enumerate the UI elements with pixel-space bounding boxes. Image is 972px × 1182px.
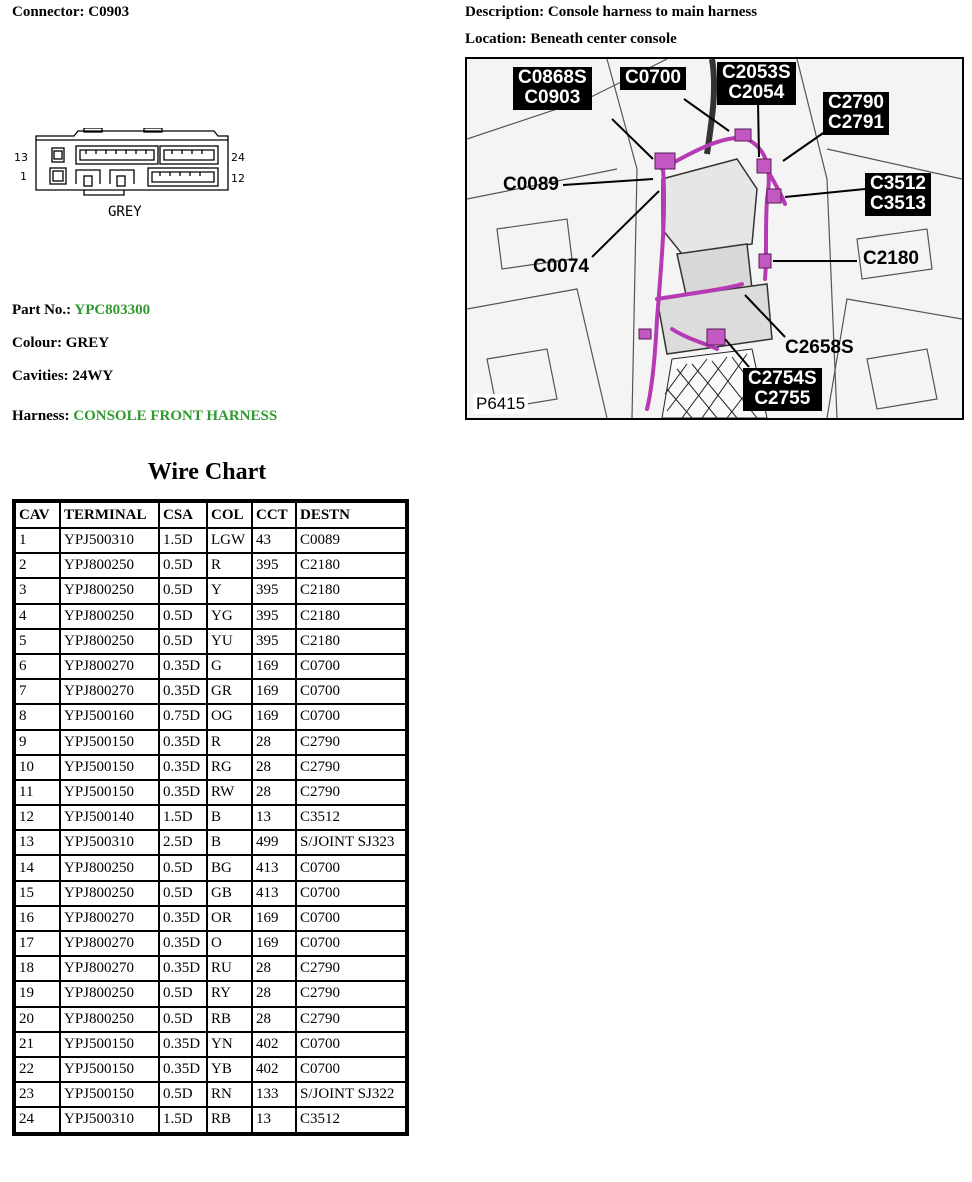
cell-cav: 6 <box>15 654 60 679</box>
cell-col: RW <box>207 780 252 805</box>
table-row <box>15 730 406 755</box>
table-row <box>15 578 406 603</box>
pin-label-24: 24 <box>231 151 245 164</box>
cell-cav: 22 <box>15 1057 60 1082</box>
cell-cav: 18 <box>15 956 60 981</box>
cell-csa: 0.5D <box>159 1082 207 1107</box>
table-row <box>15 956 406 981</box>
cell-csa: 0.5D <box>159 981 207 1006</box>
table-row <box>15 679 406 704</box>
callout-c2790-c2791 <box>823 92 889 135</box>
cell-destn: C3512 <box>296 805 406 830</box>
table-row <box>15 805 406 830</box>
header-terminal: TERMINAL <box>60 502 159 528</box>
cell-cct: 413 <box>252 855 296 880</box>
cell-cav: 24 <box>15 1107 60 1132</box>
cell-csa: 1.5D <box>159 528 207 553</box>
callout-c3513: C3513 <box>870 193 926 214</box>
cell-cav: 3 <box>15 578 60 603</box>
connector-colour-text: GREY <box>108 204 142 220</box>
callout-c2658s: C2658S <box>785 337 854 358</box>
cell-cav: 16 <box>15 906 60 931</box>
cell-csa: 0.5D <box>159 855 207 880</box>
cell-cct: 13 <box>252 1107 296 1132</box>
cell-csa: 0.35D <box>159 730 207 755</box>
callout-c2755: C2755 <box>754 388 811 409</box>
table-row <box>15 855 406 880</box>
wire-chart-body <box>15 528 406 1133</box>
cell-col: LGW <box>207 528 252 553</box>
callout-c2054: C2054 <box>728 82 785 103</box>
colour-line: Colour: GREY <box>12 335 110 351</box>
cell-csa: 0.5D <box>159 881 207 906</box>
cell-col: OG <box>207 704 252 729</box>
cell-col: RB <box>207 1007 252 1032</box>
cell-terminal: YPJ800270 <box>60 654 159 679</box>
cell-cav: 8 <box>15 704 60 729</box>
cell-cav: 5 <box>15 629 60 654</box>
cell-csa: 0.35D <box>159 654 207 679</box>
cell-terminal: YPJ500150 <box>60 1082 159 1107</box>
table-row <box>15 1032 406 1057</box>
cell-cct: 169 <box>252 704 296 729</box>
cell-col: R <box>207 553 252 578</box>
cell-csa: 0.35D <box>159 956 207 981</box>
cell-destn: C2790 <box>296 956 406 981</box>
cell-col: YG <box>207 604 252 629</box>
header-csa: CSA <box>159 502 207 528</box>
cell-terminal: YPJ800250 <box>60 553 159 578</box>
wire-chart-table <box>12 499 409 1136</box>
cell-destn: C2180 <box>296 553 406 578</box>
cell-csa: 0.35D <box>159 780 207 805</box>
cell-cav: 9 <box>15 730 60 755</box>
cell-col: GR <box>207 679 252 704</box>
cell-cav: 21 <box>15 1032 60 1057</box>
cell-destn: C2790 <box>296 981 406 1006</box>
cell-cav: 23 <box>15 1082 60 1107</box>
location-illustration <box>465 57 964 420</box>
cell-csa: 2.5D <box>159 830 207 855</box>
cell-terminal: YPJ500150 <box>60 1057 159 1082</box>
cell-cav: 12 <box>15 805 60 830</box>
connector-face-drawing <box>14 128 254 223</box>
cell-cct: 169 <box>252 931 296 956</box>
table-row <box>15 604 406 629</box>
cell-cct: 28 <box>252 730 296 755</box>
table-row <box>15 629 406 654</box>
cell-terminal: YPJ800270 <box>60 906 159 931</box>
connector-face-diagram <box>14 128 254 223</box>
cell-destn: C0700 <box>296 654 406 679</box>
cell-destn: C0700 <box>296 855 406 880</box>
wire-chart-header-row <box>15 502 406 528</box>
callout-c0903: C0903 <box>524 87 581 108</box>
cell-terminal: YPJ800250 <box>60 981 159 1006</box>
cell-terminal: YPJ500310 <box>60 830 159 855</box>
table-row <box>15 830 406 855</box>
callout-c0868s: C0868S <box>518 67 587 88</box>
cell-cav: 17 <box>15 931 60 956</box>
cell-csa: 0.5D <box>159 1007 207 1032</box>
part-no-line <box>12 302 150 319</box>
callout-c2053s: C2053S <box>722 62 791 83</box>
cell-col: YN <box>207 1032 252 1057</box>
table-row <box>15 1082 406 1107</box>
cell-cav: 11 <box>15 780 60 805</box>
cell-csa: 0.75D <box>159 704 207 729</box>
cell-cav: 2 <box>15 553 60 578</box>
pin-label-12: 12 <box>231 172 245 185</box>
harness-line <box>12 408 277 425</box>
location-label: Location: Beneath center console <box>465 31 677 47</box>
cell-cct: 28 <box>252 981 296 1006</box>
cell-terminal: YPJ800270 <box>60 931 159 956</box>
header-cct: CCT <box>252 502 296 528</box>
cell-col: YB <box>207 1057 252 1082</box>
cell-destn: C2790 <box>296 1007 406 1032</box>
cell-cav: 15 <box>15 881 60 906</box>
header-cav: CAV <box>15 502 60 528</box>
cell-csa: 0.35D <box>159 906 207 931</box>
cell-cav: 10 <box>15 755 60 780</box>
cell-csa: 0.5D <box>159 553 207 578</box>
table-row <box>15 528 406 553</box>
cell-destn: S/JOINT SJ322 <box>296 1082 406 1107</box>
cell-destn: C2790 <box>296 730 406 755</box>
cell-cct: 43 <box>252 528 296 553</box>
cell-terminal: YPJ500310 <box>60 528 159 553</box>
cell-col: B <box>207 830 252 855</box>
harness-link[interactable]: CONSOLE FRONT HARNESS <box>73 408 278 424</box>
cell-destn: C2790 <box>296 755 406 780</box>
wire-chart-title: Wire Chart <box>147 459 267 485</box>
cell-destn: C2180 <box>296 629 406 654</box>
table-row <box>15 881 406 906</box>
cell-csa: 0.5D <box>159 604 207 629</box>
cell-cct: 395 <box>252 553 296 578</box>
cell-cct: 395 <box>252 629 296 654</box>
callout-c2053s-c2054 <box>717 62 796 105</box>
cell-terminal: YPJ800250 <box>60 881 159 906</box>
cell-col: RG <box>207 755 252 780</box>
table-row <box>15 780 406 805</box>
part-no-link[interactable]: YPC803300 <box>74 302 151 318</box>
cell-cct: 169 <box>252 654 296 679</box>
table-row <box>15 553 406 578</box>
cell-csa: 1.5D <box>159 805 207 830</box>
cell-terminal: YPJ500140 <box>60 805 159 830</box>
callout-c2180: C2180 <box>863 248 919 269</box>
cell-col: O <box>207 931 252 956</box>
cell-destn: C0700 <box>296 679 406 704</box>
cell-destn: C2180 <box>296 604 406 629</box>
cell-col: OR <box>207 906 252 931</box>
callout-c2754s-c2755 <box>743 368 822 411</box>
cell-cav: 4 <box>15 604 60 629</box>
cell-csa: 0.35D <box>159 931 207 956</box>
cell-col: Y <box>207 578 252 603</box>
cell-col: RY <box>207 981 252 1006</box>
cell-cav: 20 <box>15 1007 60 1032</box>
cell-cct: 395 <box>252 604 296 629</box>
callout-c2754s: C2754S <box>748 368 817 389</box>
table-row <box>15 704 406 729</box>
cell-col: BG <box>207 855 252 880</box>
cell-destn: C2790 <box>296 780 406 805</box>
cell-csa: 0.35D <box>159 679 207 704</box>
callout-c3512-c3513 <box>865 173 931 216</box>
callout-c0868s-c0903 <box>513 67 592 110</box>
cell-cav: 13 <box>15 830 60 855</box>
cell-csa: 1.5D <box>159 1107 207 1132</box>
cell-terminal: YPJ500150 <box>60 755 159 780</box>
cell-csa: 0.5D <box>159 578 207 603</box>
cell-col: B <box>207 805 252 830</box>
table-row <box>15 931 406 956</box>
harness-label: Harness: <box>12 408 70 424</box>
callout-c2791: C2791 <box>828 112 884 133</box>
table-row <box>15 755 406 780</box>
callout-c0700-text: C0700 <box>625 67 681 88</box>
cell-destn: C0089 <box>296 528 406 553</box>
cell-col: YU <box>207 629 252 654</box>
table-row <box>15 1057 406 1082</box>
table-row <box>15 906 406 931</box>
cell-cav: 1 <box>15 528 60 553</box>
cell-terminal: YPJ500150 <box>60 780 159 805</box>
header-destn: DESTN <box>296 502 406 528</box>
cell-csa: 0.35D <box>159 1032 207 1057</box>
cell-col: RB <box>207 1107 252 1132</box>
cell-terminal: YPJ500160 <box>60 704 159 729</box>
cell-csa: 0.35D <box>159 755 207 780</box>
cell-cct: 28 <box>252 780 296 805</box>
callout-c0089: C0089 <box>503 174 559 195</box>
cell-terminal: YPJ800250 <box>60 855 159 880</box>
cavities-line: Cavities: 24WY <box>12 368 114 384</box>
cell-cav: 14 <box>15 855 60 880</box>
cell-destn: C0700 <box>296 931 406 956</box>
cell-cct: 28 <box>252 755 296 780</box>
callout-c0074: C0074 <box>533 256 589 277</box>
cell-destn: C0700 <box>296 1057 406 1082</box>
cell-terminal: YPJ800270 <box>60 956 159 981</box>
cell-terminal: YPJ500150 <box>60 730 159 755</box>
cell-cav: 7 <box>15 679 60 704</box>
description-label: Description: Console harness to main harness <box>465 4 758 20</box>
cell-csa: 0.35D <box>159 1057 207 1082</box>
table-row <box>15 981 406 1006</box>
connector-label: Connector: C0903 <box>12 4 130 20</box>
callout-c3512: C3512 <box>870 173 926 194</box>
cell-destn: C3512 <box>296 1107 406 1132</box>
table-row <box>15 1107 406 1132</box>
cell-terminal: YPJ500150 <box>60 1032 159 1057</box>
cell-col: R <box>207 730 252 755</box>
cell-col: RU <box>207 956 252 981</box>
cell-csa: 0.5D <box>159 629 207 654</box>
cell-cct: 413 <box>252 881 296 906</box>
cell-cav: 19 <box>15 981 60 1006</box>
cell-cct: 28 <box>252 956 296 981</box>
table-row <box>15 1007 406 1032</box>
cell-cct: 13 <box>252 805 296 830</box>
cell-destn: S/JOINT SJ323 <box>296 830 406 855</box>
cell-terminal: YPJ500310 <box>60 1107 159 1132</box>
cell-cct: 402 <box>252 1057 296 1082</box>
pin-label-1: 1 <box>20 170 27 183</box>
figure-id: P6415 <box>473 394 528 414</box>
cell-terminal: YPJ800250 <box>60 1007 159 1032</box>
cell-cct: 169 <box>252 679 296 704</box>
cell-terminal: YPJ800250 <box>60 578 159 603</box>
cell-cct: 395 <box>252 578 296 603</box>
pin-label-13: 13 <box>14 151 28 164</box>
cell-cct: 169 <box>252 906 296 931</box>
callout-c2790: C2790 <box>828 92 884 113</box>
header-col: COL <box>207 502 252 528</box>
cell-terminal: YPJ800270 <box>60 679 159 704</box>
cell-terminal: YPJ800250 <box>60 629 159 654</box>
cell-destn: C0700 <box>296 881 406 906</box>
part-no-label: Part No.: <box>12 302 72 318</box>
callout-c0700 <box>620 67 686 90</box>
cell-cct: 133 <box>252 1082 296 1107</box>
cell-destn: C0700 <box>296 704 406 729</box>
table-row <box>15 654 406 679</box>
cell-destn: C2180 <box>296 578 406 603</box>
cell-cct: 499 <box>252 830 296 855</box>
cell-destn: C0700 <box>296 1032 406 1057</box>
cell-cct: 402 <box>252 1032 296 1057</box>
cell-cct: 28 <box>252 1007 296 1032</box>
cell-destn: C0700 <box>296 906 406 931</box>
cell-col: G <box>207 654 252 679</box>
cell-col: RN <box>207 1082 252 1107</box>
cell-terminal: YPJ800250 <box>60 604 159 629</box>
cell-col: GB <box>207 881 252 906</box>
